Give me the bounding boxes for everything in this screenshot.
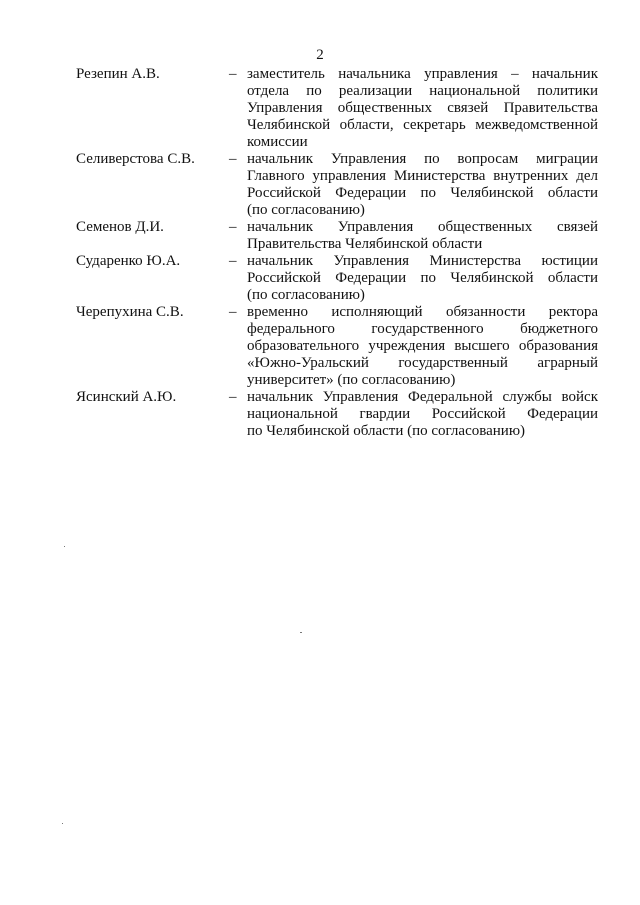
commission-member-list <box>0 66 640 440</box>
member-position-line: комиссии <box>247 134 308 150</box>
member-position <box>247 66 598 151</box>
member-position-line: национальной гвардии Российской Федерации <box>247 406 598 422</box>
member-position-line: Главного управления Министерства внутренних дел <box>247 168 598 184</box>
member-position-line: по Челябинской области (по согласованию) <box>247 423 526 439</box>
member-name: Семенов Д.И. <box>76 219 164 235</box>
member-position <box>247 253 598 304</box>
member-dash: – <box>229 219 237 235</box>
member-name: Селиверстова С.В. <box>76 151 195 167</box>
member-position-line: заместитель начальника управления – начальник <box>247 66 598 82</box>
member-row <box>0 151 640 219</box>
member-row <box>0 253 640 304</box>
member-row <box>0 304 640 389</box>
member-position-line: начальник Управления по вопросам миграции <box>247 151 598 167</box>
member-position-line: Российской Федерации по Челябинской области <box>247 270 598 286</box>
member-row <box>0 219 640 253</box>
member-position-line: Челябинской области, секретарь межведомственной <box>247 117 598 133</box>
member-position-line: начальник Управления Федеральной службы войск <box>247 389 598 405</box>
member-name: Сударенко Ю.А. <box>76 253 181 269</box>
member-row <box>0 66 640 151</box>
member-position-line: Управления общественных связей Правительства <box>247 100 598 116</box>
member-position <box>247 219 598 253</box>
member-position-line: начальник Управления Министерства юстиции <box>247 253 598 269</box>
member-position-line: Российской Федерации по Челябинской области <box>247 185 598 201</box>
member-dash: – <box>229 304 237 320</box>
member-position-line: (по согласованию) <box>247 287 365 303</box>
member-position-line: федерального государственного бюджетного <box>247 321 598 337</box>
member-position-line: образовательного учреждения высшего образования <box>247 338 598 354</box>
member-name: Резепин А.В. <box>76 66 160 82</box>
member-name: Черепухина С.В. <box>76 304 184 320</box>
member-row <box>0 389 640 440</box>
member-position-line: (по согласованию) <box>247 202 365 218</box>
member-position-line: отдела по реализации национальной политики <box>247 83 598 99</box>
member-position-line: университет» (по согласованию) <box>247 372 456 388</box>
member-position <box>247 389 598 440</box>
member-dash: – <box>229 253 237 269</box>
member-dash: – <box>229 151 237 167</box>
member-position <box>247 151 598 219</box>
scan-speck <box>62 823 63 824</box>
member-position-line: Правительства Челябинской области <box>247 236 483 252</box>
member-dash: – <box>229 66 237 82</box>
member-position <box>247 304 598 389</box>
member-position-line: начальник Управления общественных связей <box>247 219 598 235</box>
member-position-line: «Южно-Уральский государственный аграрный <box>247 355 598 371</box>
member-position-line: временно исполняющий обязанности ректора <box>247 304 598 320</box>
scan-speck <box>300 632 302 633</box>
scan-speck <box>64 546 65 547</box>
member-name: Ясинский А.Ю. <box>76 389 177 405</box>
member-dash: – <box>229 389 237 405</box>
page-number: 2 <box>316 47 324 63</box>
